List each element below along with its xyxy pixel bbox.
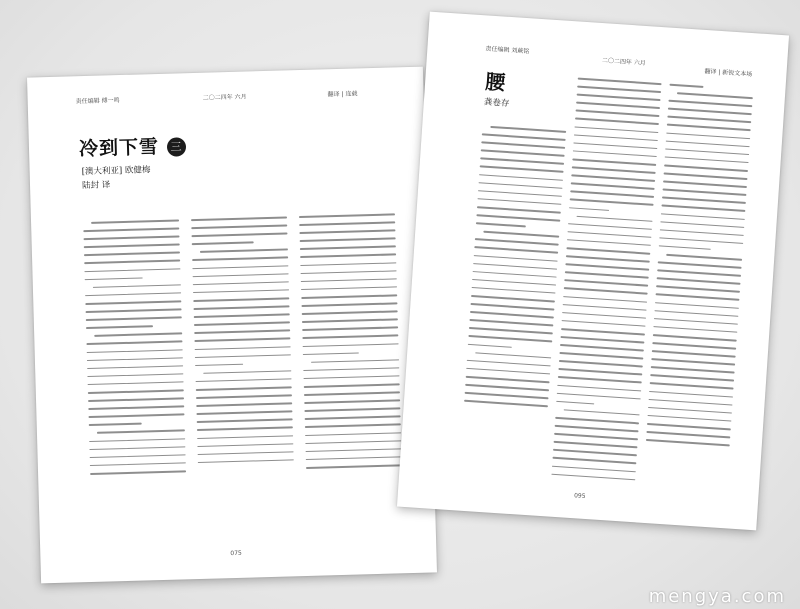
text-line [86,317,182,321]
text-line [575,118,659,125]
text-line [475,238,559,245]
text-line [566,255,650,262]
text-line [656,294,740,301]
text-line [89,423,142,426]
text-line [196,403,292,407]
text-line [470,311,554,318]
text-line [479,174,563,181]
text-line [465,384,549,391]
text-line [482,133,566,140]
text-line [94,333,182,337]
byline-author: [澳大利亚] 欧健梅 [81,165,151,178]
text-line [303,367,399,371]
text-line [469,319,553,326]
text-line [554,433,638,440]
text-line [304,399,400,403]
text-line [84,260,180,264]
text-line [464,400,548,407]
byline-translator: 陆封 译 [81,180,111,192]
text-line [564,279,648,286]
text-line [561,328,645,335]
magazine-page-left [27,67,437,584]
text-line [301,278,397,282]
text-line [303,352,359,355]
page-number: 095 [573,492,586,500]
text-line [97,430,185,434]
text-line [196,411,292,415]
text-line [302,327,398,331]
text-line [88,406,184,410]
text-line [306,464,402,468]
text-line [472,279,556,286]
text-line [665,156,749,163]
text-line [197,443,293,447]
text-line [479,182,563,189]
text-line [567,239,651,246]
text-line [473,263,557,270]
text-line [569,207,609,211]
article-title [79,131,187,161]
text-line [192,242,254,245]
text-line [577,86,661,93]
text-line [556,401,594,405]
text-line [90,470,186,474]
text-line [84,244,180,248]
text-line [86,341,182,345]
text-line [197,427,293,431]
text-line [88,381,184,385]
text-line [557,393,641,400]
text-line [198,451,294,455]
text-line [651,366,735,373]
text-line [299,230,395,234]
text-line [478,190,562,197]
text-line [573,142,657,149]
text-line [304,408,400,412]
text-line [203,370,291,374]
text-line [89,438,185,442]
text-line [669,84,703,88]
text-line [299,221,395,225]
text-line [570,191,654,198]
text-line [649,391,733,398]
text-line [301,302,397,306]
text-line [573,150,657,157]
text-line [654,318,738,325]
text-line [665,148,749,155]
text-line [663,181,747,188]
text-line [84,268,180,272]
text-line [555,425,639,432]
text-line [564,288,648,295]
text-line [88,397,184,401]
text-line [653,334,737,341]
text-line [306,456,402,460]
text-line [574,126,658,133]
text-line [481,142,565,149]
text-line [477,198,561,205]
text-line [89,446,185,450]
text-line [194,314,290,318]
text-line [193,281,289,285]
text-line [554,441,638,448]
text-line [650,374,734,381]
text-line [660,229,744,236]
text-line [473,271,557,278]
text-line [86,308,182,312]
text-line [301,294,397,298]
text-line [83,228,179,232]
text-line [551,473,635,480]
text-line [193,273,289,277]
text-line [650,382,734,389]
text-line [577,94,661,101]
page-number: 075 [230,549,242,558]
byline-author: 龚卷存 [483,97,510,110]
text-line [661,213,745,220]
text-line [191,216,287,220]
text-line [662,197,746,204]
text-line [571,183,655,190]
text-line [86,325,153,328]
text-line [472,287,556,294]
text-line [196,386,292,390]
article-title-text: 冷到下雪 [78,135,160,161]
text-line [659,245,711,250]
text-line [301,286,397,290]
text-line [562,312,646,319]
text-line [88,414,184,418]
text-line [191,225,287,229]
text-line [578,78,662,85]
text-line [197,435,293,439]
text-line [564,409,640,416]
text-line [558,368,642,375]
text-line [677,92,753,99]
text-line [668,108,752,115]
text-line [197,419,293,423]
text-line [666,132,750,139]
text-line [87,365,183,369]
text-line [652,350,736,357]
text-line [657,269,741,276]
text-line [195,354,291,358]
text-line [195,346,291,350]
text-line [647,415,731,422]
header-editor: 责任编辑 傅一鸣 [75,97,120,106]
text-line [87,373,183,377]
text-line [300,246,396,250]
text-line [469,327,553,334]
text-line [577,215,653,222]
text-line [563,304,647,311]
text-line [299,213,395,217]
text-line [471,295,555,302]
text-line [566,247,650,254]
text-line [93,284,181,288]
text-line [466,376,550,383]
text-line [468,343,512,347]
text-line [85,292,181,296]
text-line [304,383,400,387]
text-line [552,465,636,472]
header-section: 翻译 | 新锐文本场 [704,67,753,79]
text-line [567,231,651,238]
text-line [476,214,560,221]
header-editor: 责任编辑 刘蕨铭 [485,45,530,56]
text-line [560,344,644,351]
text-line [480,158,564,165]
text-line [474,246,558,253]
text-line [576,110,660,117]
text-line [300,254,396,258]
text-line [84,236,180,240]
text-line [571,174,655,181]
text-line [91,219,179,223]
text-line [664,172,748,179]
text-line [193,297,289,301]
text-line [465,392,549,399]
text-line [667,124,751,131]
text-line [300,262,396,266]
text-line [654,310,738,317]
text-line [200,249,288,253]
text-line [484,231,560,238]
text-line [88,389,184,393]
text-line [480,166,564,173]
text-line [568,223,652,230]
header-date: 二〇二四年 六月 [202,93,247,102]
text-line [666,140,750,147]
text-line [194,330,290,334]
text-line [474,255,558,262]
text-line [657,277,741,284]
body-column-1 [464,125,567,413]
text-line [576,102,660,109]
text-line [648,407,732,414]
text-line [300,238,396,242]
text-line [572,158,656,165]
text-line [656,286,740,293]
text-line [667,116,751,123]
text-line [192,257,288,261]
text-line [646,439,730,446]
text-line [555,417,639,424]
text-line [302,335,398,339]
text-line [466,368,550,375]
text-line [477,206,561,213]
text-line [87,357,183,361]
body-column-3 [299,213,402,475]
text-line [476,222,526,227]
text-line [304,375,400,379]
article-title: 腰 [484,69,507,95]
watermark: mengya.com [648,586,786,607]
text-line [552,457,636,464]
text-line [198,459,294,463]
text-line [471,303,555,310]
text-line [194,305,290,309]
text-line [557,384,641,391]
body-column-2 [191,216,294,469]
body-column-3 [645,84,753,453]
text-line [660,221,744,228]
series-number-badge: 三 [167,137,187,157]
text-line [305,416,401,420]
text-line [84,252,180,256]
text-line [195,363,243,366]
text-line [565,271,649,278]
text-line [191,233,287,237]
text-line [306,448,402,452]
text-line [476,352,552,359]
text-line [561,336,645,343]
text-line [196,378,292,382]
text-line [563,296,647,303]
text-line [196,394,292,398]
text-line [467,360,551,367]
text-line [194,338,290,342]
text-line [655,302,739,309]
header-date: 二〇二四年 六月 [601,57,647,68]
text-line [85,277,143,280]
text-line [572,166,656,173]
magazine-page-right [397,12,789,531]
body-column-2 [551,78,662,487]
text-line [305,432,401,436]
text-line [192,265,288,269]
text-line [87,349,183,353]
text-line [311,359,399,363]
text-line [468,335,552,342]
text-line [85,300,181,304]
text-line [664,164,748,171]
text-line [90,454,186,458]
text-line [667,254,743,261]
text-line [481,150,565,157]
text-line [193,289,289,293]
text-line [559,360,643,367]
text-line [647,423,731,430]
text-line [302,319,398,323]
text-line [652,342,736,349]
text-line [194,322,290,326]
text-line [658,261,742,268]
text-line [558,376,642,383]
text-line [559,352,643,359]
text-line [562,320,646,327]
text-line [646,431,730,438]
header-section: 翻译 | 连载 [327,90,358,99]
body-column-1 [83,219,186,481]
text-line [553,449,637,456]
text-line [659,237,743,244]
text-line [304,391,400,395]
text-line [90,462,186,466]
text-line [651,358,735,365]
text-line [305,440,401,444]
text-line [303,343,399,347]
text-line [565,263,649,270]
text-line [301,270,397,274]
text-line [305,424,401,428]
text-line [663,189,747,196]
text-line [491,126,567,133]
text-line [661,205,745,212]
text-line [668,100,752,107]
text-line [653,326,737,333]
text-line [574,134,658,141]
text-line [649,399,733,406]
text-line [302,310,398,314]
text-line [570,199,654,206]
